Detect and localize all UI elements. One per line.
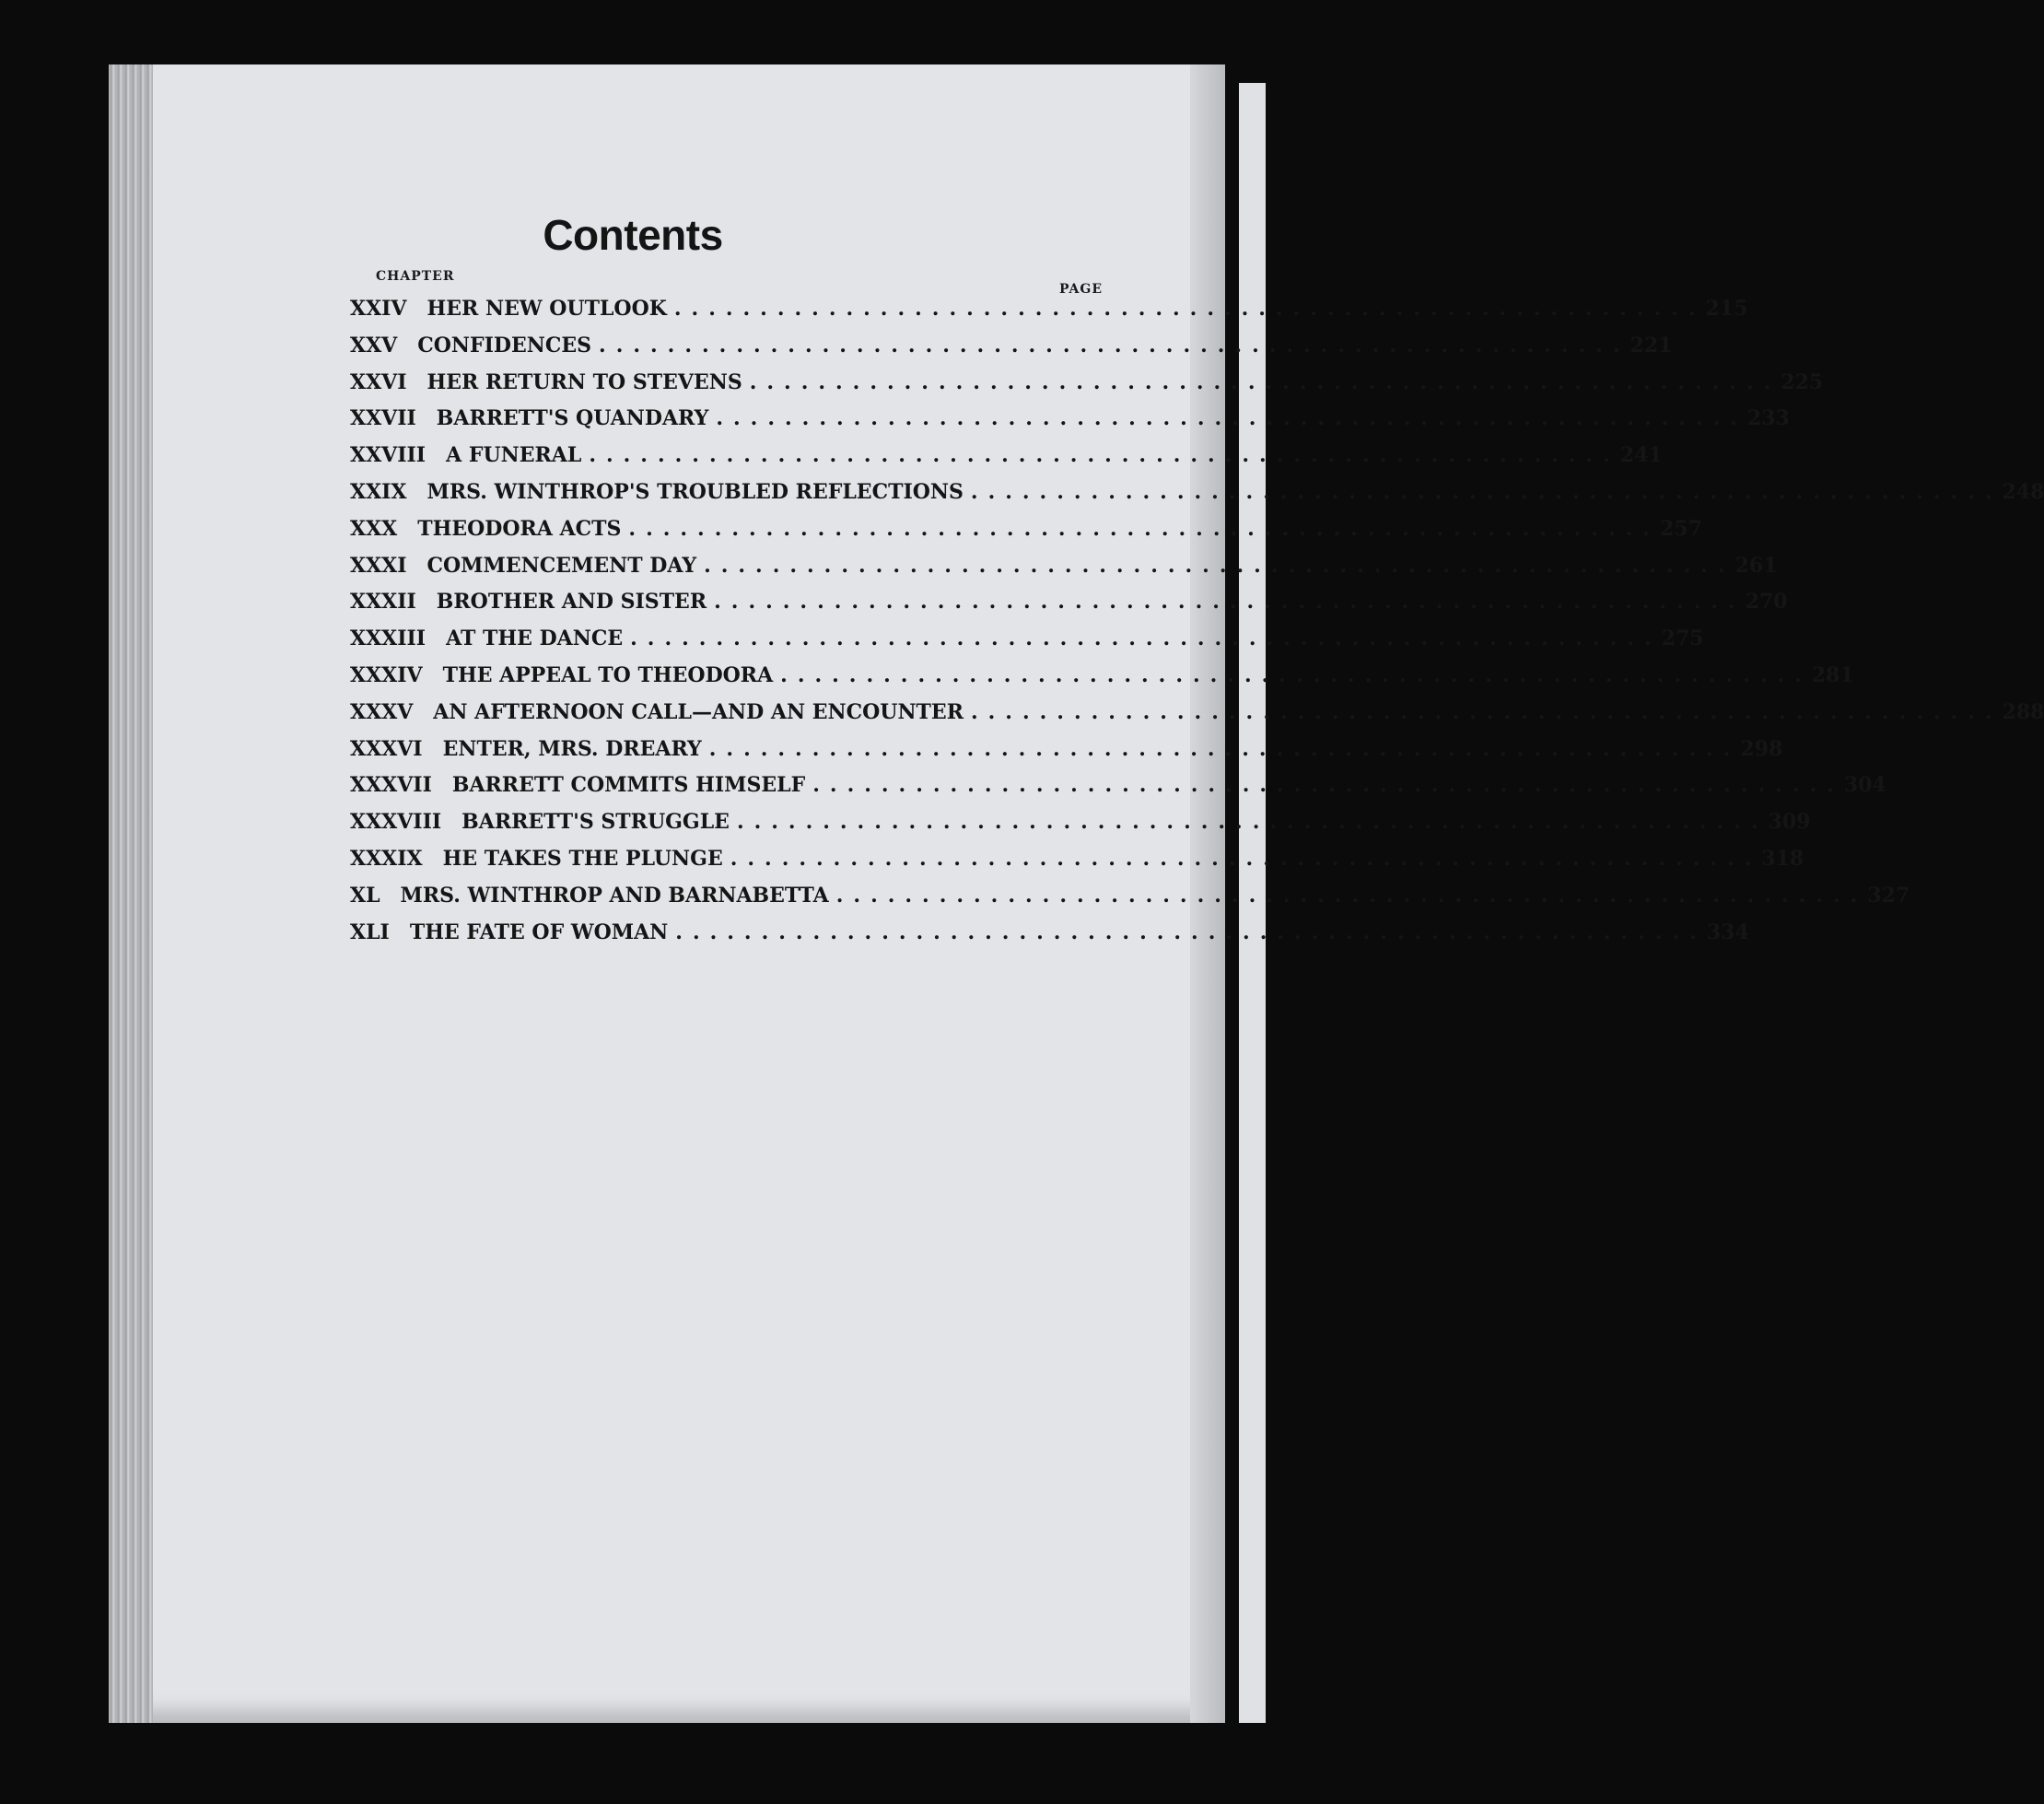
dot-leader: ............................................................	[589, 443, 1620, 468]
chapter-number: XXXIV	[350, 662, 423, 687]
dot-leader: ............................................................	[630, 627, 1662, 651]
dot-leader: ............................................................	[736, 810, 1769, 835]
chapter-title: AT THE DANCE	[446, 627, 624, 651]
toc-entry	[350, 699, 2044, 737]
dot-leader: ............................................................	[812, 773, 1844, 798]
toc-entry	[350, 333, 1673, 370]
toc-entry	[350, 662, 1854, 700]
chapter-number: XXIX	[350, 479, 407, 504]
chapter-title: BARRETT COMMITS HIMSELF	[451, 773, 806, 798]
page-number: 318	[1761, 846, 1805, 871]
chapter-number: XXVI	[350, 369, 407, 394]
chapter-number: XLI	[350, 920, 390, 944]
chapter-number: XXXIII	[350, 627, 426, 651]
chapter-number: XXXV	[350, 699, 414, 724]
dot-leader: ............................................................	[708, 736, 1741, 761]
dot-leader: ............................................................	[970, 479, 2003, 504]
page-number: 257	[1659, 516, 1702, 541]
dot-leader: ............................................................	[673, 297, 1706, 321]
chapter-number: XXXII	[350, 590, 416, 615]
toc-entry	[350, 443, 1663, 480]
chapter-number: XXVIII	[350, 443, 426, 468]
chapter-number: XXX	[350, 516, 398, 541]
page-number: 304	[1843, 773, 1886, 798]
page-number: 298	[1740, 736, 1783, 761]
chapter-title: HER NEW OUTLOOK	[426, 297, 667, 321]
chapter-number: XXV	[350, 333, 398, 357]
page-number: 241	[1619, 443, 1663, 468]
page-number: 288	[2002, 699, 2044, 724]
chapter-number: XXXVIII	[350, 810, 442, 835]
chapter-title: A FUNERAL	[446, 443, 582, 468]
chapter-number: XXXVII	[350, 773, 432, 798]
page-number: 248	[2002, 479, 2044, 504]
page-number: 270	[1745, 590, 1788, 615]
dot-leader: ............................................................	[716, 406, 1747, 431]
chapter-column-header: CHAPTER	[376, 269, 455, 284]
dot-leader: ............................................................	[628, 516, 1660, 541]
page-number: 225	[1781, 369, 1824, 394]
chapter-number: XXVII	[350, 406, 416, 431]
dot-leader: ............................................................	[704, 553, 1735, 578]
page-number: 215	[1705, 297, 1748, 321]
chapter-title: AN AFTERNOON CALL—AND AN ENCOUNTER	[433, 699, 964, 724]
chapter-title: MRS. WINTHROP AND BARNABETTA	[400, 883, 829, 908]
toc-entry	[350, 297, 1748, 334]
page-number: 261	[1734, 553, 1778, 578]
dot-leader: ............................................................	[780, 662, 1812, 687]
chapter-title: THE FATE OF WOMAN	[409, 920, 669, 944]
chapter-title: MRS. WINTHROP'S TROUBLED REFLECTIONS	[426, 479, 964, 504]
dot-leader: ............................................................	[730, 846, 1762, 871]
page-number: 221	[1629, 333, 1673, 357]
toc-entry	[350, 773, 1886, 810]
toc-entry	[350, 883, 1910, 920]
dot-leader: ............................................................	[599, 333, 1630, 357]
chapter-title: ENTER, MRS. DREARY	[442, 736, 702, 761]
chapter-title: HE TAKES THE PLUNGE	[442, 846, 723, 871]
chapter-number: XXXIX	[350, 846, 423, 871]
toc-entry	[350, 920, 1749, 957]
toc-entry	[350, 590, 1788, 627]
chapter-title: HER RETURN TO STEVENS	[426, 369, 742, 394]
toc-entry	[350, 369, 1824, 407]
table-of-contents	[350, 297, 2044, 956]
page-number: 334	[1706, 920, 1749, 944]
toc-entry	[350, 516, 1702, 554]
page-number: 309	[1768, 810, 1811, 835]
toc-entry	[350, 736, 1783, 774]
chapter-title: BARRETT'S STRUGGLE	[461, 810, 730, 835]
page-number: 233	[1746, 406, 1790, 431]
chapter-title: BARRETT'S QUANDARY	[436, 406, 709, 431]
chapter-number: XL	[350, 883, 380, 908]
chapter-number: XXXI	[350, 553, 407, 578]
toc-entry	[350, 553, 1778, 591]
page-column-header: PAGE	[1059, 282, 1103, 297]
chapter-number: XXIV	[350, 297, 407, 321]
toc-entry	[350, 846, 1805, 884]
book-spine	[109, 64, 153, 1723]
dot-leader: ............................................................	[970, 699, 2003, 724]
toc-entry	[350, 406, 1790, 443]
dot-leader: ............................................................	[835, 883, 1868, 908]
chapter-title: THE APPEAL TO THEODORA	[442, 662, 774, 687]
dot-leader: ............................................................	[675, 920, 1707, 944]
chapter-title: CONFIDENCES	[417, 333, 592, 357]
toc-entry	[350, 479, 2044, 517]
toc-entry	[350, 810, 1811, 847]
chapter-title: THEODORA ACTS	[417, 516, 622, 541]
chapter-number: XXXVI	[350, 736, 423, 761]
page-number: 275	[1661, 627, 1704, 651]
dot-leader: ............................................................	[749, 369, 1781, 394]
dot-leader: ............................................................	[714, 590, 1746, 615]
page-number: 281	[1811, 662, 1854, 687]
toc-entry	[350, 627, 1704, 663]
page-number: 327	[1867, 883, 1910, 908]
chapter-title: COMMENCEMENT DAY	[426, 553, 697, 578]
page-title: Contents	[543, 211, 723, 259]
chapter-title: BROTHER AND SISTER	[436, 590, 707, 615]
